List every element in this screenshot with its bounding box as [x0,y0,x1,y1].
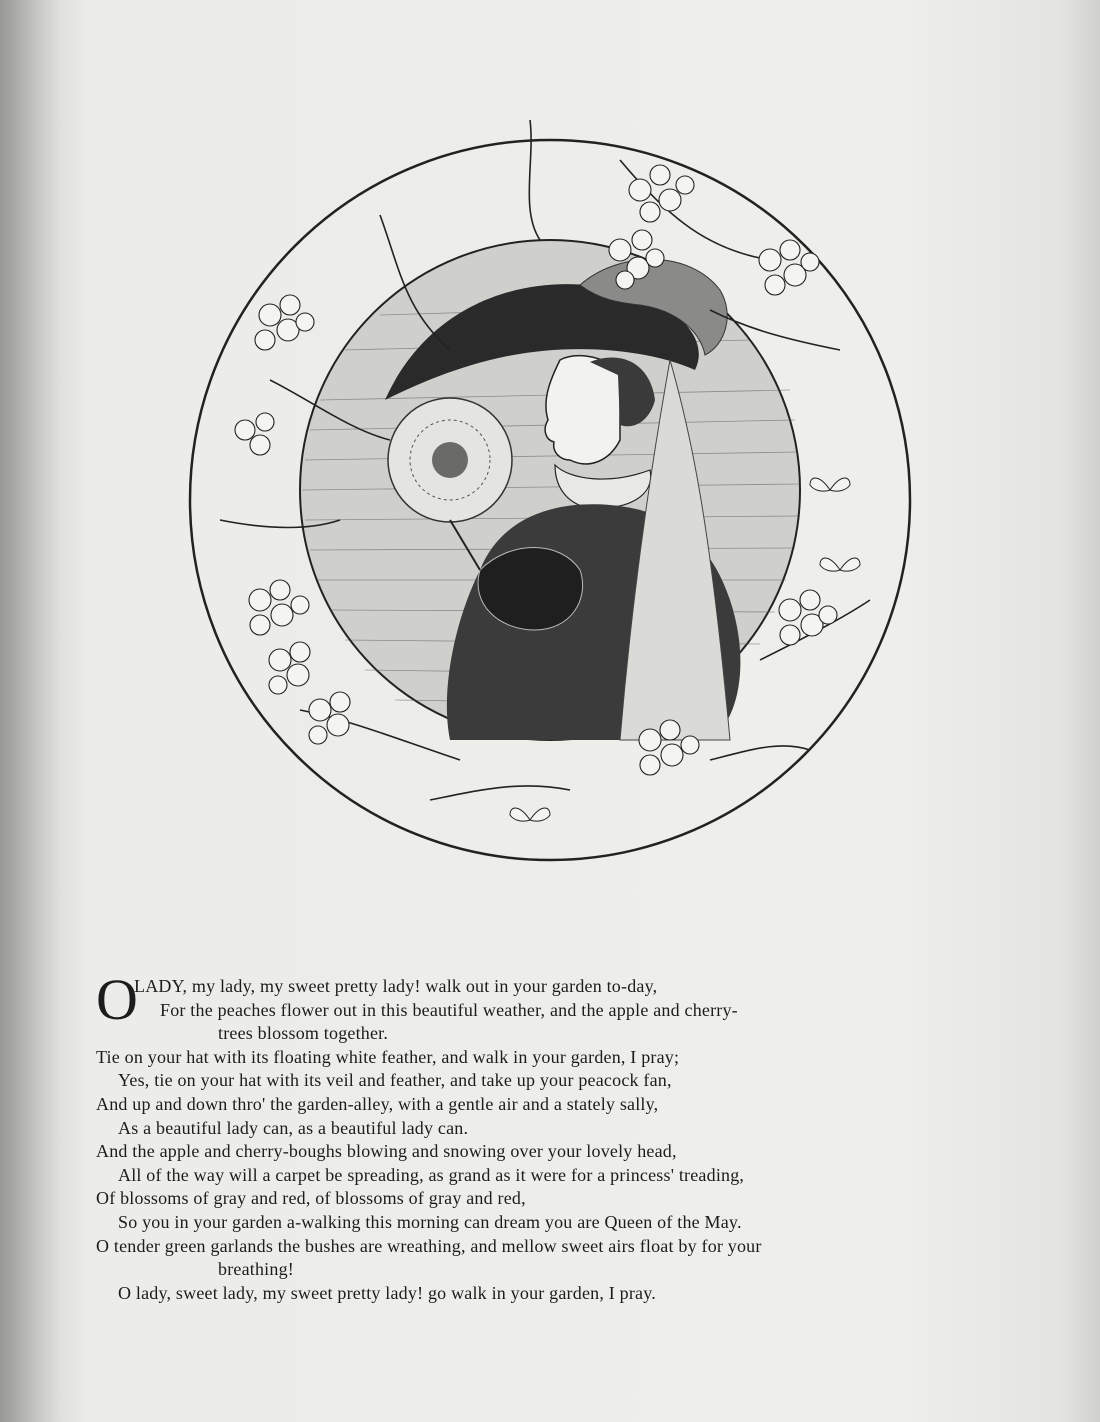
poem-line-13: breathing! [218,1259,294,1280]
poem [96,967,1016,1305]
blossom-cluster [309,692,350,744]
blossom-cluster [255,295,314,350]
poem-line-12: O tender green garlands the bushes are wreathing, and mellow sweet airs float by for your [96,1235,762,1256]
blossom-cluster [759,240,819,295]
poem-line-2: For the peaches flower out in this beautiful weather, and the apple and cherry- [160,999,738,1020]
poem-line-7: As a beautiful lady can, as a beautiful lady can. [118,1117,469,1138]
lady-face [545,356,620,464]
poem-line-9: All of the way will a carpet be spreading, as grand as it were for a princess' treading, [118,1164,745,1185]
blossom-cluster [269,642,310,694]
gutter-shadow [0,0,60,1422]
poem-line-10: Of blossoms of gray and red, of blossoms of gray and red, [96,1188,526,1209]
poem-line-11: So you in your garden a-walking this morning can dream you are Queen of the May. [118,1211,742,1232]
illustration-vignette [150,100,970,870]
blossom-cluster [629,165,694,222]
poem-line-8: And the apple and cherry-boughs blowing and snowing over your lovely head, [96,1141,677,1162]
poem-line-1: O LADY, my lady, my sweet pretty lady! walk out in your garden to-day, [96,967,658,1032]
blossom-cluster [779,590,837,645]
poem-line-6: And up and down thro' the garden-alley, with a gentle air and a stately sally, [96,1093,659,1114]
blossom-cluster [249,580,309,635]
poem-line-5: Yes, tie on your hat with its veil and feather, and take up your peacock fan, [118,1070,672,1091]
poem-line-14: O lady, sweet lady, my sweet pretty lady! go walk in your garden, I pray. [118,1282,656,1303]
poem-line-3: trees blossom together. [218,1023,389,1044]
poem-line-4: Tie on your hat with its floating white feather, and walk in your garden, I pray; [96,1046,680,1067]
moth-icon [820,558,860,571]
blossom-cluster [235,413,274,455]
moth-icon [510,808,550,821]
moth-icon [810,478,850,491]
drop-cap: O [96,967,139,1032]
